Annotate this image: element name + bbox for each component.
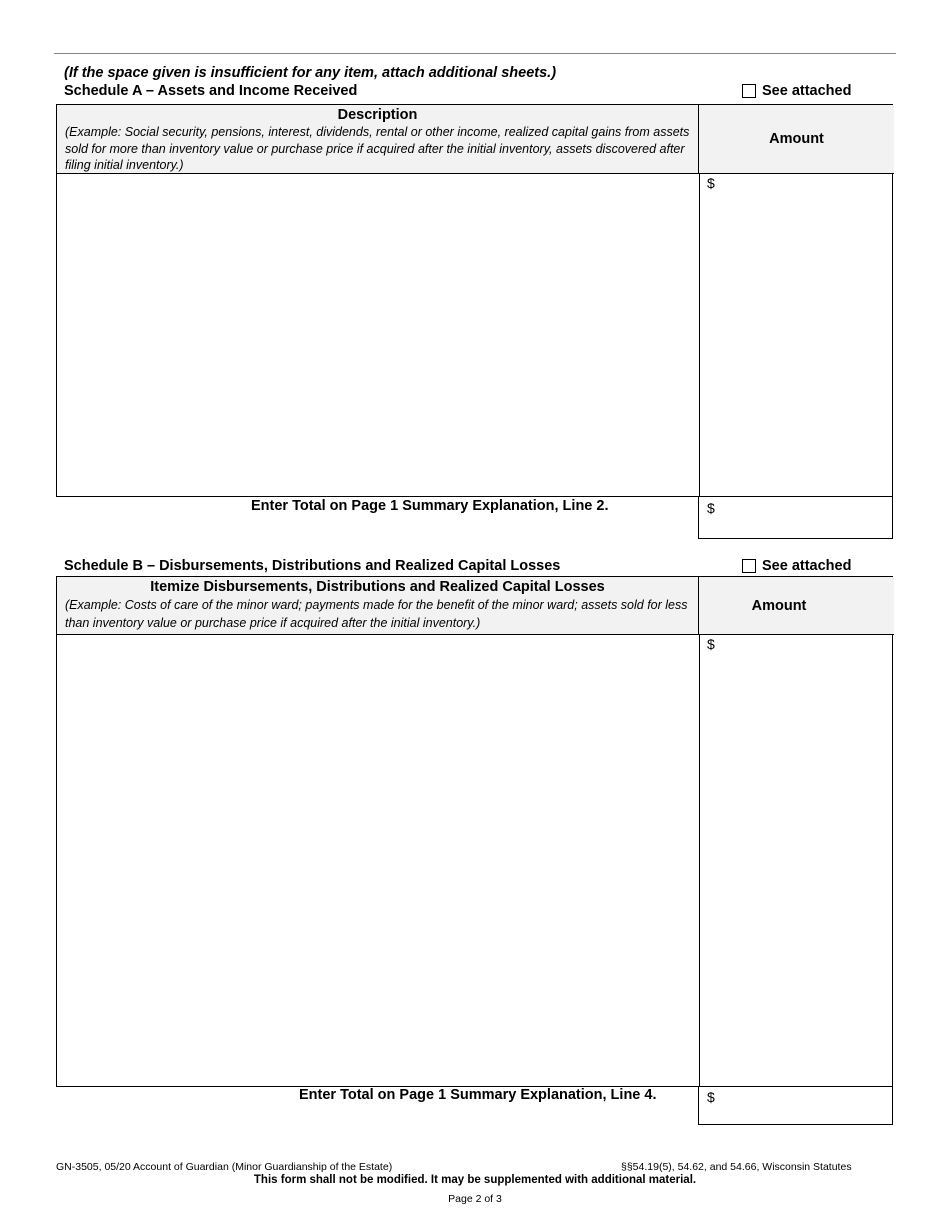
top-divider [54,53,896,54]
schedule-b-description-field[interactable] [57,635,698,1087]
schedule-a-amount-field[interactable] [699,174,892,497]
schedule-a-description-title: Description [337,107,418,123]
schedule-a-total-label: Enter Total on Page 1 Summary Explanation, Line 2. [251,498,609,514]
schedule-b-description-example: (Example: Costs of care of the minor ward; payments made for the benefit of the minor ward; assets sold for less than inventory value or purchase price if acquired after the initial inventory.) [65,598,688,630]
schedule-a-description-example: (Example: Social security, pensions, interest, dividends, rental or other income, realized capital gains from assets sold for more than inventory value or purchase price if acquired after the initial inventory, assets discovered after filing initial inventory.) [65,125,690,172]
schedule-a-see-attached[interactable] [742,83,851,99]
schedule-a-title: Schedule A – Assets and Income Received [64,83,358,99]
schedule-b-header [57,577,892,635]
footer-page-number: Page 2 of 3 [448,1193,502,1205]
schedule-a-dollar-sign: $ [707,175,715,191]
schedule-b-see-attached[interactable] [742,558,851,574]
footer-notice: This form shall not be modified. It may be supplemented with additional material. [253,1174,697,1186]
schedule-a-amount-header [699,105,894,174]
schedule-b-amount-field[interactable] [699,635,892,1087]
schedule-a-amount-label: Amount [769,131,824,147]
schedule-a-total-dollar-sign: $ [707,500,715,516]
schedule-a-see-attached-checkbox[interactable] [742,84,756,98]
schedule-a-header [57,105,892,174]
footer-form-id: GN-3505, 05/20 Account of Guardian (Minor Guardianship of the Estate) [56,1161,393,1173]
insufficient-space-note: (If the space given is insufficient for any item, attach additional sheets.) [64,65,557,81]
schedule-b-see-attached-label: See attached [762,558,852,574]
schedule-b-description-header [57,577,699,635]
schedule-b-amount-header [699,577,894,635]
schedule-b-total-label: Enter Total on Page 1 Summary Explanation, Line 4. [299,1087,657,1103]
schedule-b-description-title: Itemize Disbursements, Distributions and Realized Capital Losses [150,579,605,595]
schedule-a-table [56,104,893,497]
schedule-b-amount-label: Amount [751,597,807,614]
schedule-b-table [56,576,893,1087]
schedule-b-see-attached-checkbox[interactable] [742,559,756,573]
schedule-b-total-dollar-sign: $ [707,1089,715,1105]
schedule-a-total-field[interactable] [698,496,893,539]
schedule-b-total-field[interactable] [698,1086,893,1125]
schedule-b-dollar-sign: $ [707,636,715,652]
schedule-a-see-attached-label: See attached [762,83,852,99]
schedule-b-title: Schedule B – Disbursements, Distributions and Realized Capital Losses [64,558,561,574]
footer-statutes: §§54.19(5), 54.62, and 54.66, Wisconsin Statutes [621,1161,852,1173]
schedule-a-description-header [57,105,699,174]
schedule-a-description-field[interactable] [57,174,698,497]
